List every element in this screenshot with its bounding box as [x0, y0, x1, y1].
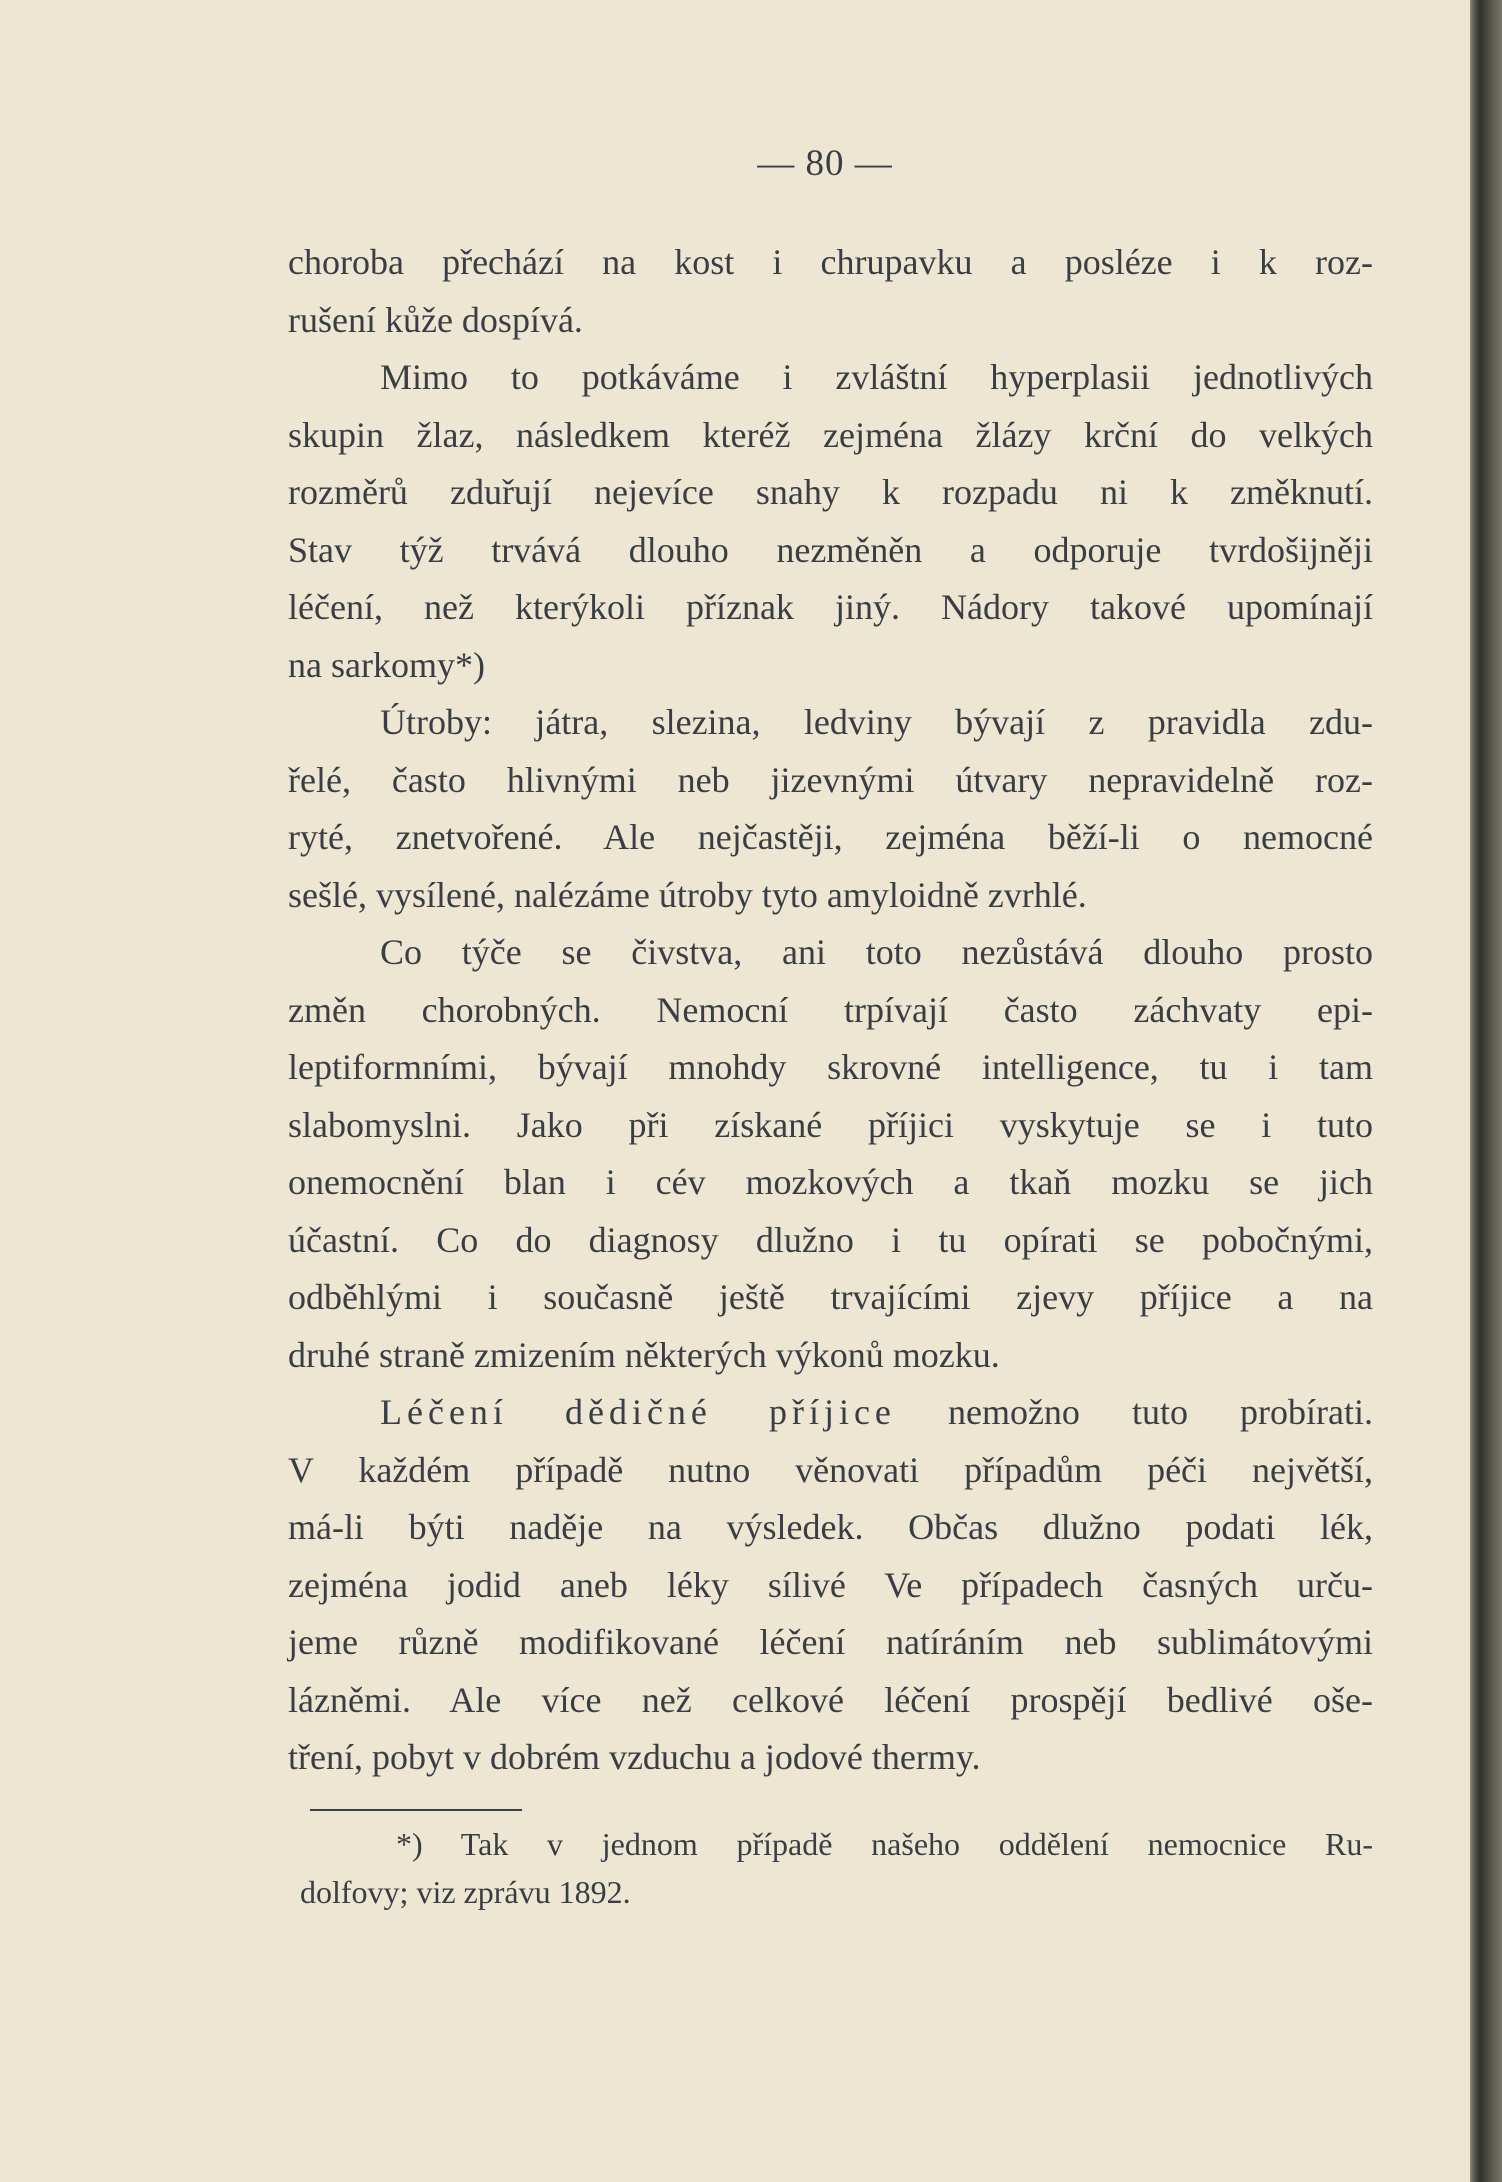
text-line-with-heading	[288, 1384, 1373, 1442]
footnote	[300, 1820, 1373, 1916]
text-line: rozměrů zduřují nejevíce snahy k rozpadu ni k změknutí.	[288, 472, 1373, 512]
text-line: tření, pobyt v dobrém vzduchu a jodové thermy.	[288, 1737, 981, 1777]
text-line: V každém případě nutno věnovati případům péči největší,	[288, 1449, 1373, 1490]
text-line: lázněmi. Ale více než celkové léčení prospějí bedlivé oše-	[288, 1679, 1373, 1720]
footnote-line: *) Tak v jednom případě našeho oddělení nemocnice Ru-	[396, 1826, 1373, 1862]
text-line: jeme různě modifikované léčení natíráním neb sublimátovými	[288, 1622, 1373, 1662]
text-line: řelé, často hlivnými neb jizevnými útvary nepravidelně roz-	[288, 759, 1373, 800]
text-line: slabomyslni. Jako při získané příjici vyskytuje se i tuto	[288, 1104, 1373, 1145]
section-heading: Léčení dědičné příjice	[380, 1392, 896, 1432]
text-line: druhé straně zmizením některých výkonů mozku.	[288, 1334, 1000, 1375]
footnote-divider	[310, 1809, 522, 1811]
text-line: zejména jodid aneb léky sílivé Ve případech časných urču-	[288, 1564, 1373, 1605]
text-fragment: nemožno tuto probírati.	[947, 1392, 1373, 1432]
text-line: ryté, znetvořené. Ale nejčastěji, zejména běží-li o nemocné	[288, 817, 1373, 857]
text-line: Mimo to potkáváme i zvláštní hyperplasii jednotlivých	[380, 357, 1373, 397]
text-line: choroba přechází na kost i chrupavku a posléze i k roz-	[288, 242, 1373, 282]
text-line: na sarkomy*)	[288, 644, 485, 685]
text-line: onemocnění blan i cév mozkových a tkaň mozku se jich	[288, 1162, 1373, 1202]
text-line: Útroby: játra, slezina, ledviny bývají z pravidla zdu-	[380, 702, 1373, 742]
text-line: Stav týž trvává dlouho nezměněn a odporuje tvrdošijněji	[288, 529, 1373, 570]
footnote-line: dolfovy; viz zprávu 1892.	[300, 1874, 631, 1910]
text-line: má-li býti naděje na výsledek. Občas dlužno podati lék,	[288, 1507, 1373, 1547]
text-line: sešlé, vysílené, nalézáme útroby tyto amyloidně zvrhlé.	[288, 874, 1087, 915]
page-number: — 80 —	[757, 143, 893, 184]
text-line: léčení, než kterýkoli příznak jiný. Nádory takové upomínají	[288, 587, 1373, 627]
book-spine-edge	[1470, 0, 1502, 2182]
text-line: leptiformními, bývají mnohdy skrovné intelligence, tu i tam	[288, 1047, 1373, 1087]
text-line: změn chorobných. Nemocní trpívají často záchvaty epi-	[288, 989, 1373, 1030]
body-text	[288, 234, 1373, 1787]
text-line: Co týče se čivstva, ani toto nezůstává dlouho prosto	[380, 932, 1373, 972]
text-line: účastní. Co do diagnosy dlužno i tu opírati se pobočnými,	[288, 1219, 1373, 1260]
text-line: rušení kůže dospívá.	[288, 299, 583, 340]
text-line: odběhlými i současně ještě trvajícími zjevy příjice a na	[288, 1277, 1373, 1317]
text-line: skupin žlaz, následkem kteréž zejména žlázy krční do velkých	[288, 414, 1373, 455]
